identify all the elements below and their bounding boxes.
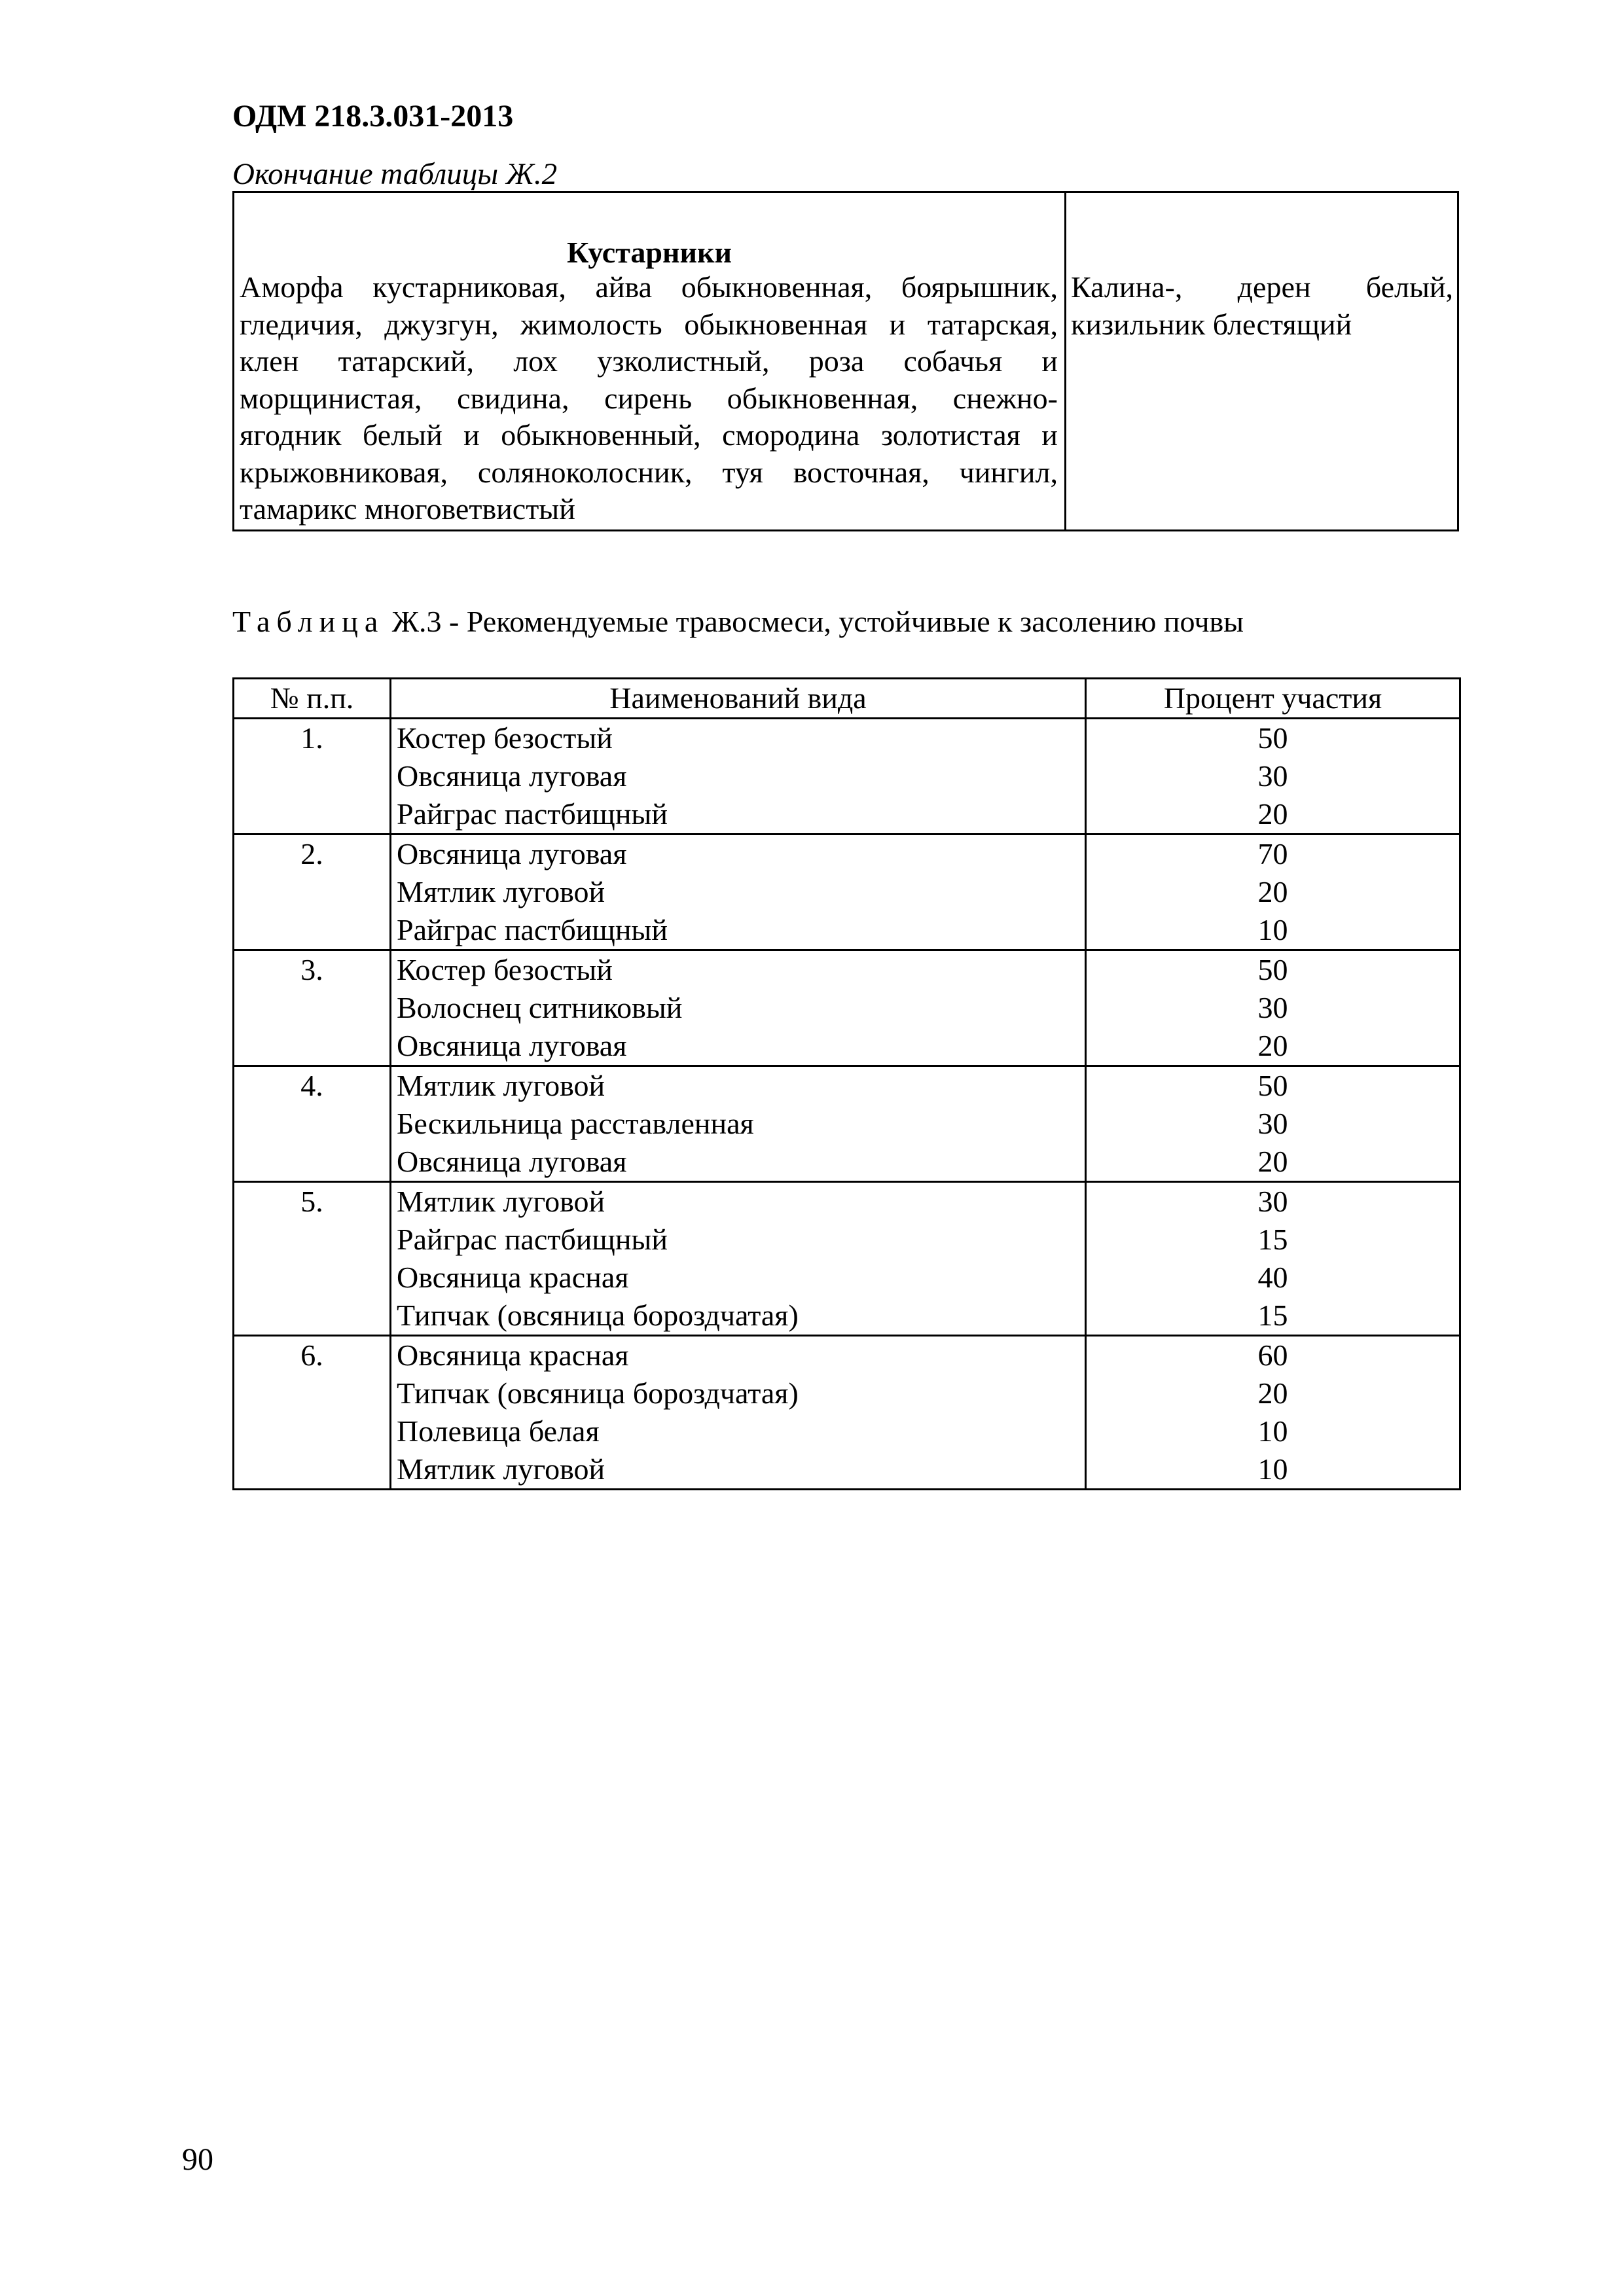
shrubs-line: морщинистая, свидина, сирень обыкновенная, снежно- [240,381,1058,415]
species-name: Мятлик луговой [397,1069,605,1102]
document-code: ОДМ 218.3.031-2013 [232,99,514,134]
species-name: Райграс пастбищный [397,1223,668,1256]
percent-cell [1086,1066,1460,1182]
column-divider [1064,193,1066,529]
species-name: Типчак (овсяница бороздчатая) [397,1299,799,1332]
species-name: Райграс пастбищный [397,913,668,946]
section-title-shrubs: Кустарники [567,236,732,269]
species-percent: 50 [1257,721,1288,755]
row-number: 3. [234,950,391,1066]
shrubs-line: тамарикс многоветвистый [240,492,575,526]
species-name: Костер безостый [397,953,613,986]
species-percent: 20 [1257,1145,1288,1178]
species-percent: 20 [1257,797,1288,831]
row-number: 6. [234,1336,391,1490]
table-zh3 [232,677,1461,1490]
row-number: 5. [234,1182,391,1336]
table-zh3-caption [232,602,1244,641]
shrubs-list-cell [240,269,1058,528]
species-percent: 10 [1257,1414,1288,1448]
shrubs-line: крыжовниковая, соляноколосник, туя восточная, чингил, [240,455,1058,489]
species-cell [391,834,1086,950]
species-percent: 20 [1257,1029,1288,1062]
shrubs-line: ягодник белый и обыкновенный, смородина золотистая и [240,418,1058,452]
species-percent: 60 [1257,1338,1288,1372]
percent-cell [1086,1182,1460,1336]
species-percent: 30 [1257,1107,1288,1140]
species-percent: 15 [1257,1299,1288,1332]
shrubs-line: Аморфа кустарниковая, айва обыкновенная, боярышник, [240,270,1058,304]
header-number: № п.п. [234,679,391,719]
table-continuation-caption: Окончание таблицы Ж.2 [232,157,558,191]
table-caption-label: Таблица [232,605,385,638]
species-percent: 30 [1257,759,1288,793]
species-name: Овсяница луговая [397,1145,627,1178]
table-zh2-continuation [232,191,1459,531]
species-percent: 70 [1257,837,1288,870]
species-cell [391,1336,1086,1490]
species-name: Волоснец ситниковый [397,991,683,1024]
shrubs-line: клен татарский, лох узколистный, роза собачья и [240,344,1058,378]
species-percent: 30 [1257,991,1288,1024]
species-name: Овсяница луговая [397,1029,627,1062]
species-percent: 10 [1257,913,1288,946]
percent-cell [1086,950,1460,1066]
species-cell [391,950,1086,1066]
table-row [234,1066,1460,1182]
species-percent: 15 [1257,1223,1288,1256]
row-number: 4. [234,1066,391,1182]
species-cell [391,1066,1086,1182]
species-percent: 50 [1257,1069,1288,1102]
species-cell [391,1182,1086,1336]
shrubs-line: гледичия, джузгун, жимолость обыкновенная и татарская, [240,307,1058,341]
row-number: 2. [234,834,391,950]
header-percent: Процент участия [1086,679,1460,719]
species-percent: 50 [1257,953,1288,986]
table-row [234,950,1460,1066]
table-caption-text: Ж.3 - Рекомендуемые травосмеси, устойчивые к засолению почвы [391,605,1244,638]
species-name: Мятлик луговой [397,1452,605,1486]
row-number: 1. [234,719,391,834]
table-header-row [234,679,1460,719]
table-row [234,1182,1460,1336]
species-percent: 30 [1257,1185,1288,1218]
percent-cell [1086,834,1460,950]
table-row [234,1336,1460,1490]
shrubs-alt-line: Калина-, дерен белый, [1071,270,1453,304]
species-name: Типчак (овсяница бороздчатая) [397,1376,799,1410]
header-species-name: Наименований вида [391,679,1086,719]
species-name: Райграс пастбищный [397,797,668,831]
species-name: Овсяница красная [397,1338,629,1372]
table-row [234,834,1460,950]
species-percent: 10 [1257,1452,1288,1486]
species-name: Мятлик луговой [397,875,605,908]
species-percent: 20 [1257,1376,1288,1410]
species-name: Бескильница расставленная [397,1107,754,1140]
species-name: Овсяница луговая [397,837,627,870]
species-name: Костер безостый [397,721,613,755]
species-percent: 40 [1257,1261,1288,1294]
percent-cell [1086,719,1460,834]
species-name: Овсяница луговая [397,759,627,793]
species-cell [391,719,1086,834]
table-body [234,719,1460,1490]
page-number: 90 [182,2142,213,2177]
species-percent: 20 [1257,875,1288,908]
shrubs-alt-line: кизильник блестящий [1071,307,1352,341]
species-name: Овсяница красная [397,1261,629,1294]
species-name: Мятлик луговой [397,1185,605,1218]
species-name: Полевица белая [397,1414,600,1448]
percent-cell [1086,1336,1460,1490]
table-row [234,719,1460,834]
shrubs-alt-cell [1071,269,1453,343]
